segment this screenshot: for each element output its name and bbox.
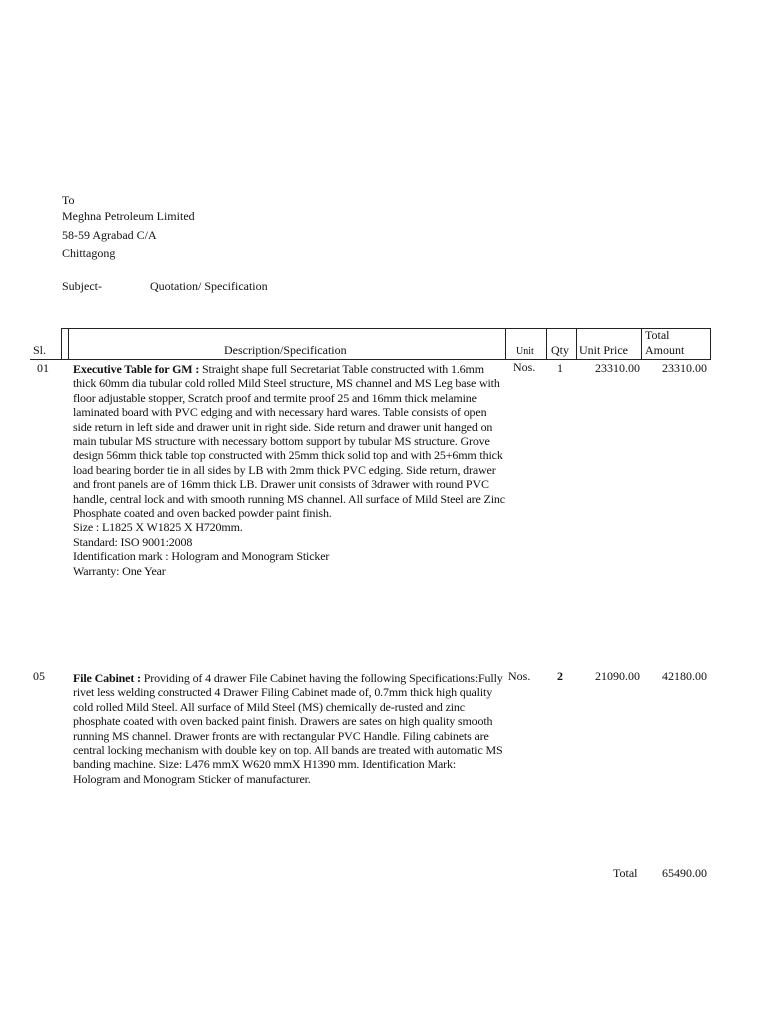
row-total-amount: 42180.00	[662, 669, 707, 683]
subject-text: Quotation/ Specification	[150, 279, 268, 293]
row-unit-price: 23310.00	[595, 361, 640, 375]
row-sl: 01	[37, 361, 49, 375]
item-standard: Standard: ISO 9001:2008	[73, 534, 193, 549]
header-description: Description/Specification	[224, 343, 347, 357]
header-total-amount-line1: Total	[645, 328, 670, 342]
header-qty: Qty	[551, 343, 569, 357]
recipient-company: Meghna Petroleum Limited	[62, 209, 195, 223]
column-divider	[710, 328, 711, 360]
item-warranty: Warranty: One Year	[73, 563, 166, 578]
row-qty: 1	[557, 361, 563, 375]
column-divider	[61, 328, 62, 360]
column-divider	[576, 328, 577, 360]
row-description	[73, 671, 505, 786]
to-label: To	[62, 193, 75, 207]
row-description	[73, 362, 505, 578]
column-divider	[641, 328, 642, 360]
header-unit-price: Unit Price	[579, 343, 628, 357]
table-header-top-border	[61, 328, 711, 329]
item-description: Straight shape full Secretariat Table constructed with 1.6mm thick 60mm dia tubular cold rolled Mild Steel structure, MS channel and MS Leg base with floor adjustable stopper, Scratch proof and termite proof 25 and 16mm thick melamine laminated board with PVC edging and with necessary hard wares. Table consists of open side return in left side and drawer unit in right side. Side return and drawer unit hanged on main tubular MS structure with necessary bottom support by tubular MS structure. Grove design 56mm thick table top constructed with 25mm thick solid top and with 25+6mm thick load bearing border tie in all sides by LB with 2mm thick PVC edging. Side return, drawer and front panels are of 16mm thick LB. Drawer unit consists of 3drawer with round PVC handle, central lock and with smooth running MS channel. All surface of Mild Steel are Zinc Phosphate coated and oven backed powder paint finish.	[73, 362, 505, 521]
item-title: File Cabinet :	[73, 671, 141, 685]
table-header-bottom-border	[30, 359, 711, 360]
header-sl: Sl.	[33, 343, 47, 357]
column-divider	[68, 328, 69, 360]
total-label: Total	[613, 866, 638, 880]
header-unit: Unit	[516, 346, 534, 357]
recipient-address: 58-59 Agrabad C/A	[62, 228, 157, 242]
column-divider	[505, 328, 506, 360]
item-identification: Identification mark : Hologram and Monogram Sticker	[73, 549, 330, 564]
row-qty: 2	[557, 669, 563, 683]
total-value: 65490.00	[662, 866, 707, 880]
recipient-city: Chittagong	[62, 246, 116, 260]
item-description: Providing of 4 drawer File Cabinet having the following Specifications:Fully rivet less welding constructed 4 Drawer Filing Cabinet made of, 0.7mm thick high quality cold rolled Mild Steel. All surface of Mild Steel (MS) chemically de-rusted and zinc phosphate coated with oven backed paint finish. Drawers are sates on high quality smooth running MS channel. Drawer fronts are with rectangular PVC Handle. Filing cabinets are central locking mechanism with double key on top. All bands are treated with automatic MS banding machine. Size: L476 mmX W620 mmX H1390 mm. Identification Mark: Hologram and Monogram Sticker of manufacturer.	[73, 671, 503, 786]
row-total-amount: 23310.00	[662, 361, 707, 375]
item-title: Executive Table for GM :	[73, 362, 200, 376]
header-total-amount-line2: Amount	[645, 343, 685, 357]
row-sl: 05	[33, 669, 45, 683]
item-size: Size : L1825 X W1825 X H720mm.	[73, 520, 243, 535]
row-unit-price: 21090.00	[595, 669, 640, 683]
row-unit: Nos.	[508, 669, 531, 683]
row-unit: Nos.	[513, 360, 536, 374]
column-divider	[546, 328, 547, 360]
subject-label: Subject-	[62, 279, 102, 293]
